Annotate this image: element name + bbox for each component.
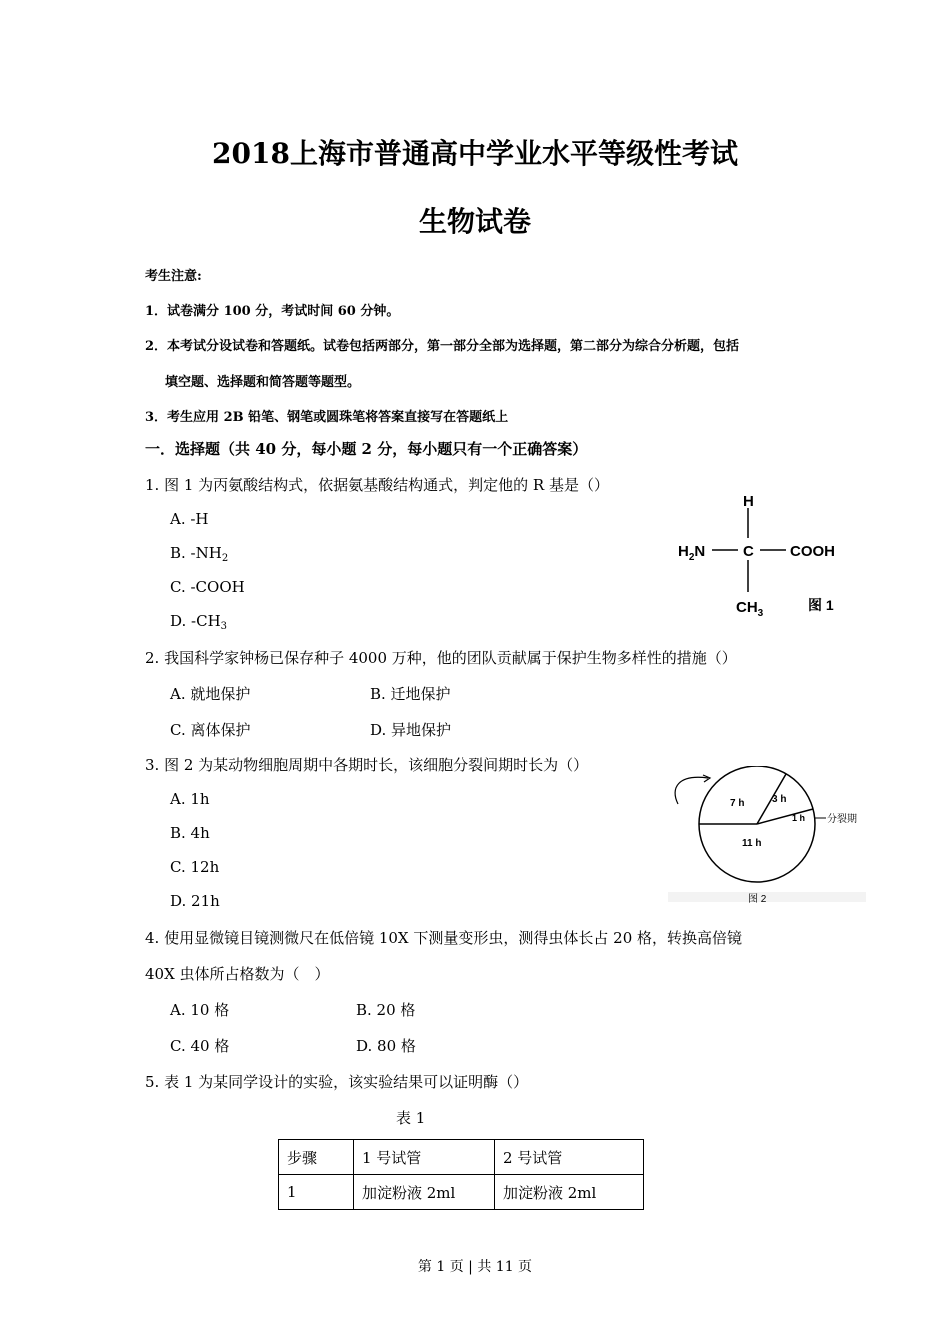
q2-option-b: B. 迁地保护 bbox=[370, 685, 451, 703]
q4-stem-line-2: 40X 虫体所占格数为（ ） bbox=[145, 965, 330, 983]
fig2-mitosis-label: 分裂期 bbox=[827, 814, 857, 825]
fig1-h-top: H bbox=[743, 493, 754, 510]
fig2-caption: 图 2 bbox=[748, 894, 767, 905]
q1-stem: 1. 图 1 为丙氨酸结构式，依据氨基酸结构通式，判定他的 R 基是（） bbox=[145, 476, 609, 494]
notice-item-2-line-2: 填空题、选择题和简答题等题型。 bbox=[165, 375, 361, 390]
cell-cycle-figure bbox=[668, 766, 868, 906]
experiment-table bbox=[278, 1139, 644, 1210]
table-header-cell: 步骤 bbox=[279, 1140, 354, 1175]
q3-option-b: B. 4h bbox=[170, 824, 210, 842]
page-title: 2018上海市普通高中学业水平等级性考试 bbox=[212, 137, 738, 170]
table-header-cell: 2 号试管 bbox=[495, 1140, 644, 1175]
notice-item-3: 3．考生应用 2B 铅笔、钢笔或圆珠笔将答案直接写在答题纸上 bbox=[145, 410, 509, 425]
fig2-segment-3h: 3 h bbox=[772, 794, 787, 805]
fig1-right-group: COOH bbox=[790, 543, 835, 560]
q2-option-a: A. 就地保护 bbox=[170, 685, 251, 703]
table-header-cell: 1 号试管 bbox=[354, 1140, 495, 1175]
notice-item-1: 1．试卷满分 100 分，考试时间 60 分钟。 bbox=[145, 304, 400, 319]
q1-option-b: B. $-NH_2$ bbox=[170, 544, 229, 564]
q4-option-c: C. 40 格 bbox=[170, 1037, 230, 1055]
fig1-left-group: $H_2N$ bbox=[678, 543, 706, 563]
q2-option-c: C. 离体保护 bbox=[170, 721, 251, 739]
q3-option-c: C. 12h bbox=[170, 858, 220, 876]
table-cell: 1 bbox=[279, 1175, 354, 1210]
table-header-row bbox=[279, 1140, 644, 1175]
q3-option-d: D. 21h bbox=[170, 892, 220, 910]
q4-option-d: D. 80 格 bbox=[356, 1037, 416, 1055]
q1-option-a: A. -H bbox=[170, 510, 209, 528]
q1-option-d: D. $-CH_3$ bbox=[170, 612, 228, 632]
q3-option-a: A. 1h bbox=[170, 790, 210, 808]
page-subtitle: 生物试卷 bbox=[418, 205, 531, 238]
table-caption: 表 1 bbox=[396, 1109, 426, 1127]
table-cell: 加淀粉液 2ml bbox=[495, 1175, 644, 1210]
table-row bbox=[279, 1175, 644, 1210]
section-heading: 一．选择题（共 40 分，每小题 2 分，每小题只有一个正确答案） bbox=[145, 440, 588, 458]
q3-stem: 3. 图 2 为某动物细胞周期中各期时长，该细胞分裂间期时长为（） bbox=[145, 756, 589, 774]
alanine-structure-figure bbox=[670, 488, 850, 620]
q4-option-b: B. 20 格 bbox=[356, 1001, 416, 1019]
notice-item-2-line-1: 2．本考试分设试卷和答题纸。试卷包括两部分，第一部分全部为选择题，第二部分为综合分析题，包括 bbox=[145, 339, 740, 354]
q2-stem: 2. 我国科学家钟杨已保存种子 4000 万种，他的团队贡献属于保护生物多样性的措施（） bbox=[145, 649, 737, 667]
notice-heading: 考生注意: bbox=[145, 269, 202, 284]
page-footer: 第 1 页 | 共 11 页 bbox=[417, 1259, 533, 1275]
fig1-center-carbon: C bbox=[743, 543, 754, 560]
q1-option-c: C. -COOH bbox=[170, 578, 245, 596]
fig2-segment-7h: 7 h bbox=[730, 798, 745, 809]
q2-option-d: D. 异地保护 bbox=[370, 721, 452, 739]
q4-option-a: A. 10 格 bbox=[170, 1001, 230, 1019]
fig1-caption: 图 1 bbox=[808, 597, 834, 613]
fig1-bottom-group: $CH_3$ bbox=[736, 599, 764, 619]
table-cell: 加淀粉液 2ml bbox=[354, 1175, 495, 1210]
fig2-segment-1h: 1 h bbox=[792, 813, 806, 823]
q5-stem: 5. 表 1 为某同学设计的实验，该实验结果可以证明酶（） bbox=[145, 1073, 529, 1091]
q4-stem-line-1: 4. 使用显微镜目镜测微尺在低倍镜 10X 下测量变形虫，测得虫体长占 20 格，转换高倍镜 bbox=[145, 929, 743, 947]
fig2-segment-11h: 11 h bbox=[742, 838, 762, 849]
